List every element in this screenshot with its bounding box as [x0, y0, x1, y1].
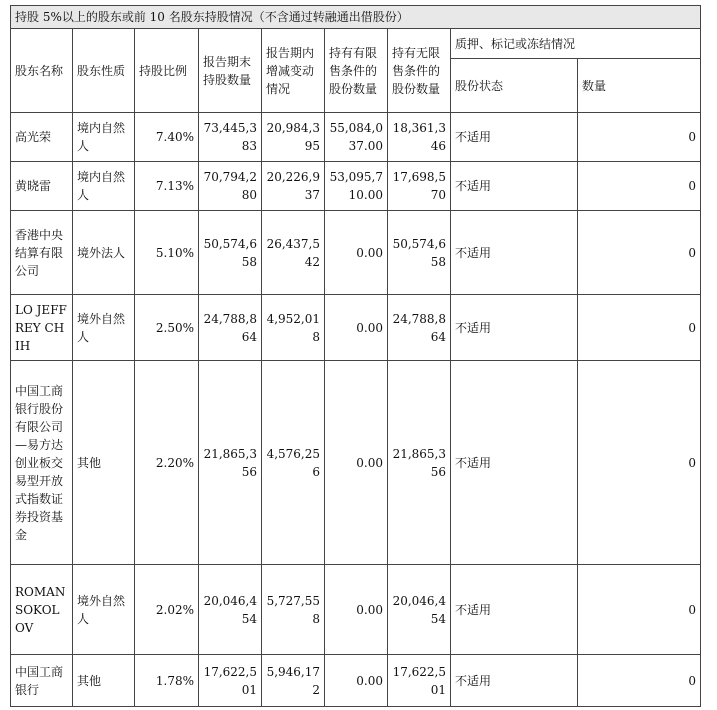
header-shareholder-nature: 股东性质 [73, 29, 135, 113]
cell-shareholder-nature: 其他 [73, 655, 135, 707]
cell-shareholder-nature: 境内自然人 [73, 113, 135, 162]
header-row-1 [11, 29, 701, 59]
cell-pledge-qty: 0 [578, 565, 701, 655]
cell-holding-ratio: 2.20% [135, 361, 199, 565]
table-row [11, 655, 701, 707]
cell-shareholder-name: 中国工商银行股份有限公司—易方达创业板交易型开放式指数证券投资基金 [11, 361, 73, 565]
header-unrestricted: 持有无限售条件的股份数量 [388, 29, 451, 113]
cell-change: 5,727,558 [262, 565, 325, 655]
cell-pledge-qty: 0 [578, 295, 701, 361]
cell-holding-ratio: 1.78% [135, 655, 199, 707]
cell-unrestricted: 17,622,501 [388, 655, 451, 707]
cell-pledge-qty: 0 [578, 113, 701, 162]
cell-shares-end: 17,622,501 [199, 655, 262, 707]
table-row [11, 113, 701, 162]
table-row [11, 361, 701, 565]
table-row [11, 162, 701, 211]
cell-holding-ratio: 7.13% [135, 162, 199, 211]
cell-shareholder-name: ROMAN SOKOLOV [11, 565, 73, 655]
cell-unrestricted: 17,698,570 [388, 162, 451, 211]
cell-holding-ratio: 2.50% [135, 295, 199, 361]
cell-pledge-qty: 0 [578, 655, 701, 707]
cell-restricted: 0.00 [325, 295, 388, 361]
table-row [11, 295, 701, 361]
cell-shareholder-name: 黄晓雷 [11, 162, 73, 211]
shareholder-table [10, 5, 701, 707]
table-row [11, 565, 701, 655]
header-pledge-qty: 数量 [578, 59, 701, 113]
cell-pledge-status: 不适用 [451, 565, 578, 655]
cell-pledge-qty: 0 [578, 211, 701, 295]
cell-change: 20,984,395 [262, 113, 325, 162]
cell-shareholder-nature: 境外法人 [73, 211, 135, 295]
cell-shares-end: 50,574,658 [199, 211, 262, 295]
cell-pledge-status: 不适用 [451, 211, 578, 295]
cell-restricted: 0.00 [325, 565, 388, 655]
cell-shares-end: 20,046,454 [199, 565, 262, 655]
cell-unrestricted: 20,046,454 [388, 565, 451, 655]
cell-unrestricted: 50,574,658 [388, 211, 451, 295]
cell-shareholder-nature: 境外自然人 [73, 565, 135, 655]
cell-holding-ratio: 2.02% [135, 565, 199, 655]
cell-restricted: 53,095,710.00 [325, 162, 388, 211]
cell-shareholder-name: 高光荣 [11, 113, 73, 162]
cell-change: 4,952,018 [262, 295, 325, 361]
cell-shareholder-name: LO JEFFREY CHIH [11, 295, 73, 361]
cell-shareholder-nature: 境内自然人 [73, 162, 135, 211]
header-restricted: 持有有限售条件的股份数量 [325, 29, 388, 113]
table-title: 持股 5%以上的股东或前 10 名股东持股情况（不含通过转融通出借股份） [11, 6, 701, 29]
cell-unrestricted: 18,361,346 [388, 113, 451, 162]
table-row [11, 211, 701, 295]
cell-shares-end: 21,865,356 [199, 361, 262, 565]
cell-shareholder-nature: 其他 [73, 361, 135, 565]
table-title-row [11, 6, 701, 29]
header-pledge-status: 股份状态 [451, 59, 578, 113]
cell-pledge-status: 不适用 [451, 113, 578, 162]
cell-change: 26,437,542 [262, 211, 325, 295]
cell-pledge-status: 不适用 [451, 361, 578, 565]
cell-change: 4,576,256 [262, 361, 325, 565]
cell-shares-end: 70,794,280 [199, 162, 262, 211]
cell-pledge-qty: 0 [578, 162, 701, 211]
cell-shares-end: 73,445,383 [199, 113, 262, 162]
cell-change: 5,946,172 [262, 655, 325, 707]
cell-shareholder-name: 香港中央结算有限公司 [11, 211, 73, 295]
cell-unrestricted: 21,865,356 [388, 361, 451, 565]
header-shareholder-name: 股东名称 [11, 29, 73, 113]
cell-shareholder-nature: 境外自然人 [73, 295, 135, 361]
header-holding-ratio: 持股比例 [135, 29, 199, 113]
cell-pledge-status: 不适用 [451, 162, 578, 211]
cell-restricted: 0.00 [325, 361, 388, 565]
cell-restricted: 0.00 [325, 655, 388, 707]
header-shares-end: 报告期末持股数量 [199, 29, 262, 113]
cell-pledge-qty: 0 [578, 361, 701, 565]
cell-pledge-status: 不适用 [451, 295, 578, 361]
cell-holding-ratio: 5.10% [135, 211, 199, 295]
cell-restricted: 55,084,037.00 [325, 113, 388, 162]
cell-unrestricted: 24,788,864 [388, 295, 451, 361]
cell-pledge-status: 不适用 [451, 655, 578, 707]
cell-holding-ratio: 7.40% [135, 113, 199, 162]
cell-restricted: 0.00 [325, 211, 388, 295]
header-pledge: 质押、标记或冻结情况 [451, 29, 701, 59]
header-change: 报告期内增减变动情况 [262, 29, 325, 113]
cell-change: 20,226,937 [262, 162, 325, 211]
cell-shares-end: 24,788,864 [199, 295, 262, 361]
cell-shareholder-name: 中国工商银行 [11, 655, 73, 707]
